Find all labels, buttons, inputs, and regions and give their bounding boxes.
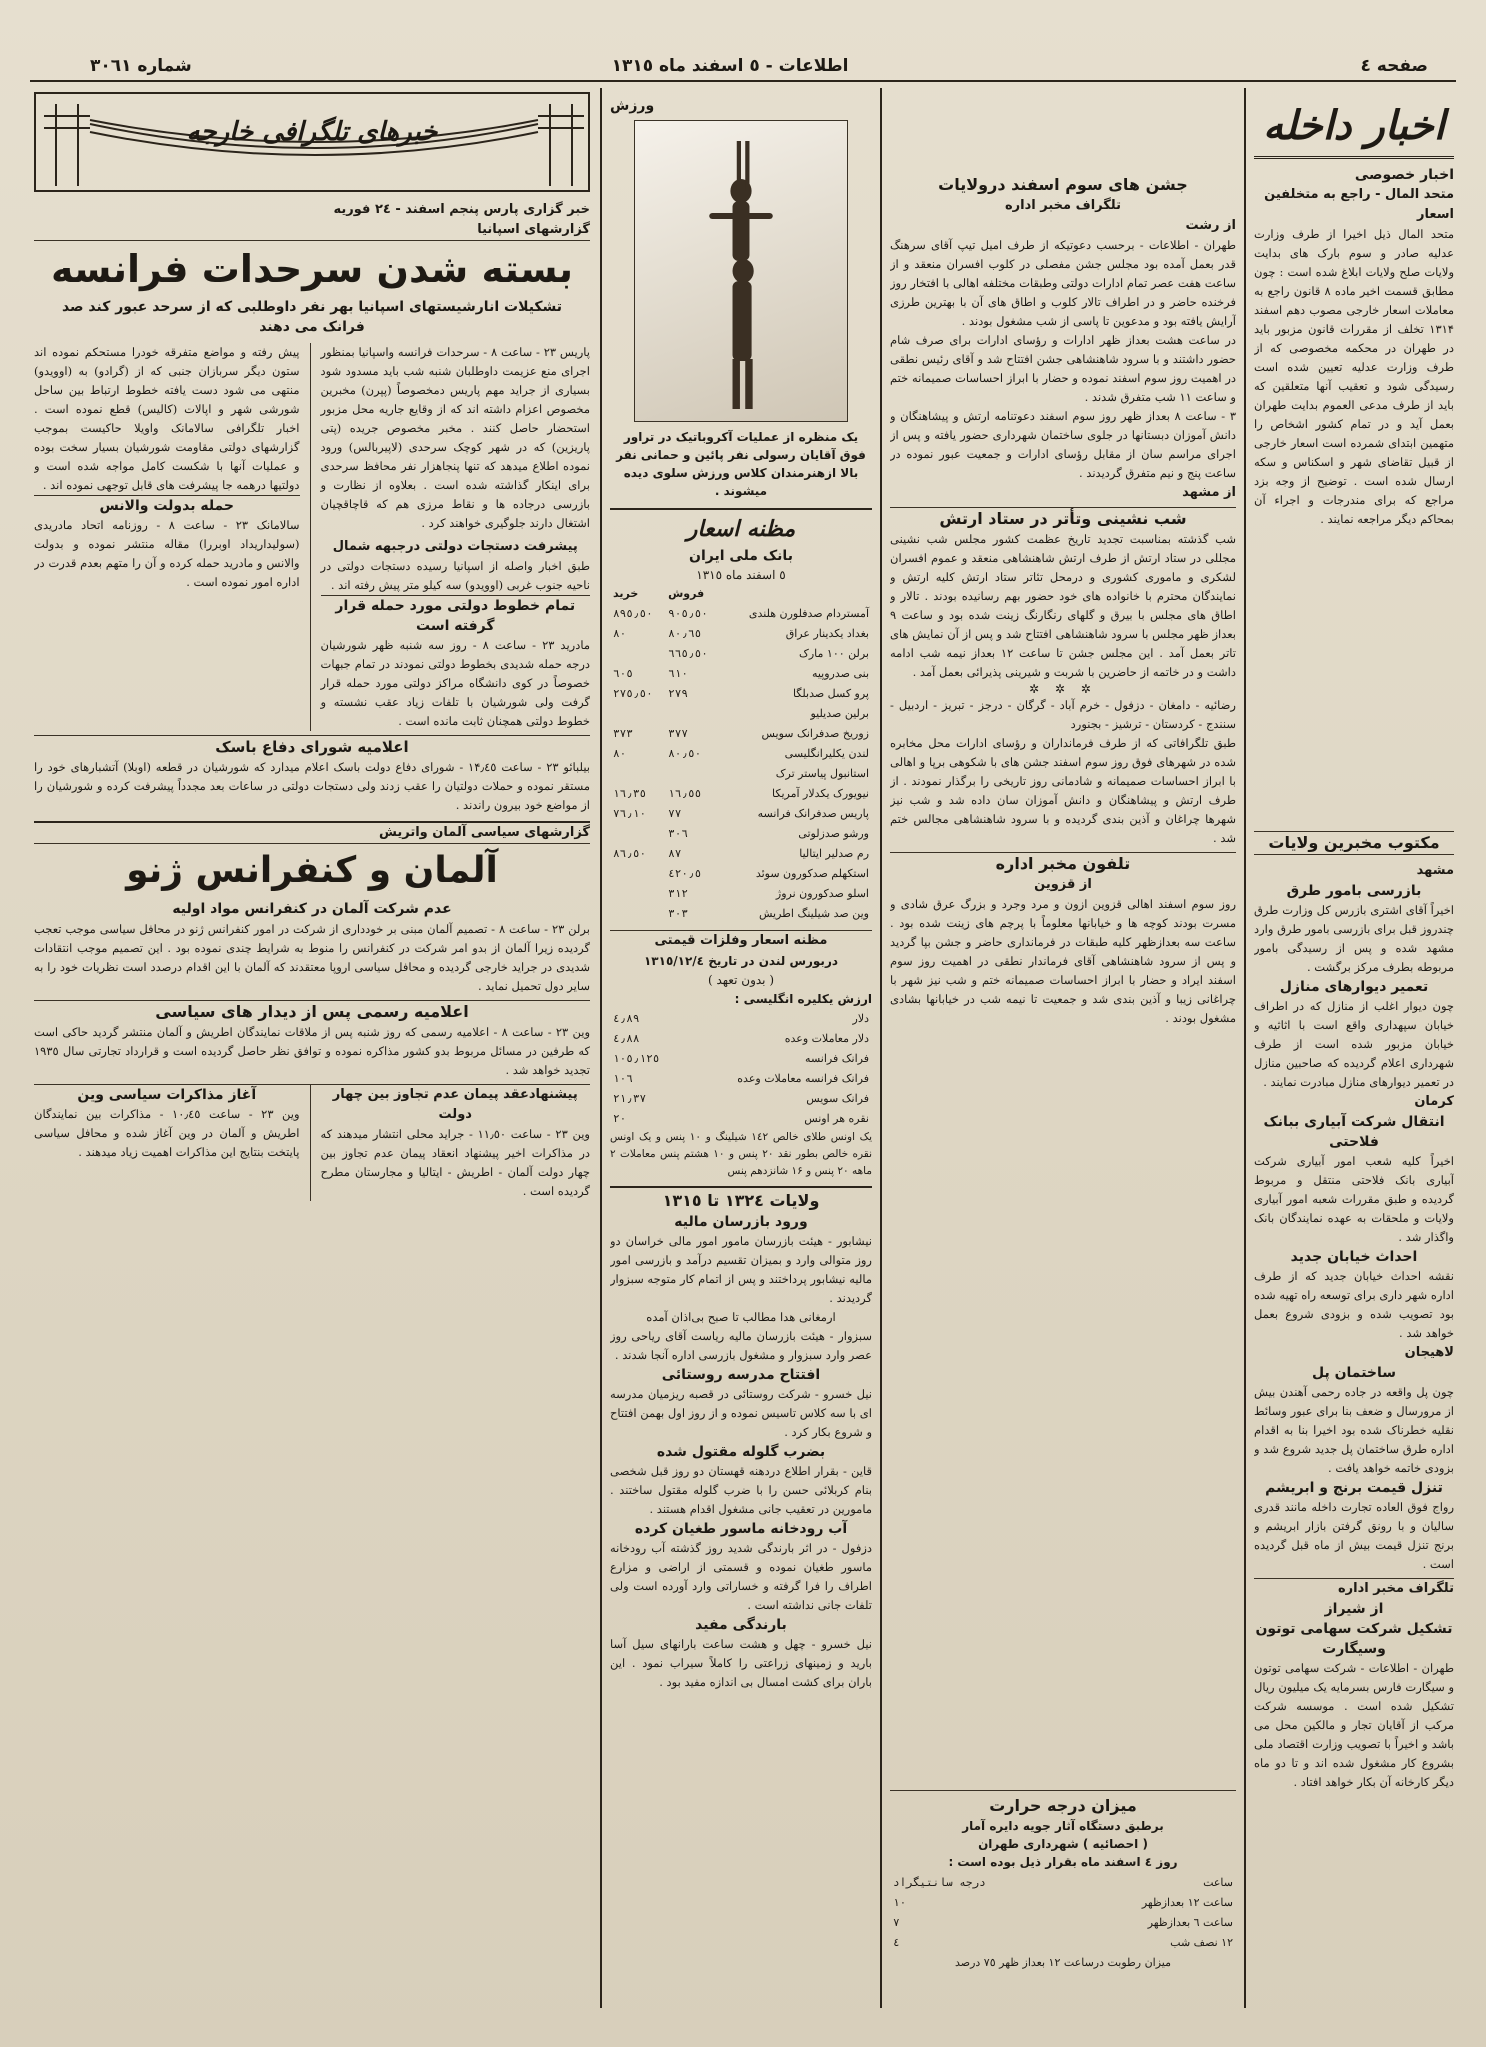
acrobat-figure-icon [635, 121, 847, 421]
rate-row [610, 664, 872, 684]
provinces-oath: ارمغانی هدا مطالب تا صبح بی‌اذان آمده [646, 1310, 836, 1324]
school-title: افتتاح مدرسه روستائی [661, 1367, 821, 1383]
rate-sell: ۸۰٫٦٥ [668, 627, 702, 640]
spain-col-right [321, 343, 590, 731]
geneva-title: آلمان و کنفرانس ژنو [126, 850, 498, 891]
rate-name: نیویورک یکدلار آمریکا [772, 787, 869, 800]
army-title: شب نشینی وتأتر در ستاد ارتش [890, 507, 1236, 530]
pound-name: دلار معاملات وعده [784, 1032, 869, 1045]
rate-sell [665, 704, 720, 724]
council-title: اعلامیه شورای دفاع باسک [34, 735, 590, 758]
photo-caption: یک منظره از عملیات آکروباتیک در تراور فوق آقایان رسولی نفر پائین و حمانی نفر بالا ازهنرمندان کلاس ورزش سلوی دیده میشوند . [616, 430, 866, 498]
rate-name: برلن ۱۰۰ مارک [799, 647, 869, 660]
weather-col-time: ساعت [1203, 1876, 1233, 1889]
jashn-body-1: طهران - اطلاعات - برحسب دعوتیکه از طرف امیل تیپ آقای سرهنگ قدر بعمل آمده بود مجلس جشن مفصلی در کلوب افسران منعقد و از ساعت هفت عصر تمام ادارات دولتی وطبقات مختلفه اهالی با افتخار روز فرخنده حاضر و در اطراف تالار کلوب و اطاق های آن با بهترین طرزی آرایش یافته بود و مدعوین تا پاسی از شب مشغول بودند . [890, 238, 1236, 328]
center-column [610, 96, 872, 1996]
rate-name: بنی صدروپیه [811, 667, 869, 680]
phone-title: تلفون مخبر اداره [890, 852, 1236, 875]
flood-title: آب رودخانه ماسور طغیان کرده [634, 1521, 848, 1537]
gold-text: یک اونس طلای خالص ۱٤۲ شیلینگ و ۱۰ پنس و یک اونس نقره خالص بطور نقد ۲۰ پنس و ۱۰ هشتم پنس معاملات ۲ ماهه ۲۰ پنس و ۱۶ شانزدهم پنس [610, 1131, 872, 1177]
pound-val: ۱۰٥٫۱۲٥ [613, 1052, 660, 1065]
jashn-mashhad: از مشهد [1182, 485, 1236, 500]
weather-title: میزان درجه حرارت [989, 1796, 1137, 1815]
pound-row [610, 1069, 872, 1089]
rates-box [610, 508, 872, 1180]
spain-col-b: پیش رفته و مواضع متفرقه خودرا مستحکم نموده اند ستون دیگر سربازان جنبی که از (گرادو) به (اوویدو) منتهی می شود دست یافته خطوط ارتباط بین ساحل شورشی شهر و اپالات (کالیس) قطع نموده است . اخبار تلگرافی سالامانک واویلا حاکیست بموجب گزارشهای دولتی مقاومت شورشیان بسیار سخت بوده و عملیات آنها با شکست کامل مواجه شده است و دولتیها درهمه جا پیشرفت های قابل توجهی نموده اند . [34, 345, 300, 492]
pound-title: ارزش یکلیره انگلیسی : [734, 992, 872, 1006]
rain-title: بارندگی مفید [695, 1617, 787, 1633]
walls-title: تعمیر دیوارهای منازل [1279, 979, 1429, 995]
army-cities: رضائیه - دامغان - دزفول - خرم آباد - گرگان - درجز - تبریز - اردبیل - سنندج - کردستان - ترشیز - بجنورد [890, 698, 1236, 731]
pound-row [610, 1029, 872, 1049]
spain-main-title: بسته شدن سرحدات فرانسه [50, 247, 574, 291]
foreign-section [34, 200, 590, 2000]
rate-row [610, 844, 872, 864]
metals-sub: دربورس لندن در تاریخ ۱۳۱٥/۱۲/٤ [643, 954, 839, 968]
proposal-body: وین ۲۳ - ساعت ۱۱٫٥۰ - جراید محلی انتشار میدهند که در مذاکرات اخیر پیشنهاد انعقاد پیمان عدم تجاوز بین چهار دولت آلمان - اطریش - ایتالیا و مجارستان مطرح گردیده است . [320, 1127, 590, 1198]
rate-row [610, 724, 872, 744]
weather-sub-3: روز ٤ اسفند ماه بقرار ذیل بوده است : [948, 1855, 1178, 1869]
jashn-body-2: در ساعت هشت بعداز ظهر ادارات و رؤسای ادارات برای صرف شام حضور داشتند و با سرود شاهنشاهی جشن افتتاح شد و آقای رئیس نطقی در اهمیت روز سوم اسفند نموده و حضار با ابراز احساسات صمیمانه ختم و ساعت ۱۱ شب متفرق شدند . [890, 333, 1236, 404]
rate-buy: ۱٦٫۳٥ [613, 787, 647, 800]
rate-sell: ٦٦٥٫٥۰ [668, 647, 708, 660]
statement-body: وین ۲۳ - ساعت ۸ - اعلامیه رسمی که روز شنبه پس از ملاقات نمایندگان اطریش و آلمان منتشر گردید حاکی است که طرفین در مسائل مربوط بدو کشور مذاکره نموده و توافق نظر حاصل گردیده است و قرارداد تجارتی سال ۱۹۳٥ تجدید خواهد شد . [34, 1025, 590, 1077]
rate-name: رم صدلیر ایتالیا [799, 847, 869, 860]
jashn-title: جشن های سوم اسفند درولایات [938, 175, 1188, 194]
private-news-body: متحد المال ذیل اخیرا از طرف وزارت عدلیه صادر و سوم بارک های بدایت ولایات صلح ولایات ابلاغ شده است : چون مطابق قسمت اخیر ماده ۸ قانون راجع به معاملات اسعار خارجی مصوب دهم اسفند ۱۳۱۴ تخلف از مقررات قانون مزبور باید در طهران در محکمه مخصوصی که از طرف وزارت عدلیه تعیین شده است رسیدگی شود و تعقیب آنها متعلقین که باید از طرف مدعی العموم بدایت طهران بعمل آید و در تمام کشور اشخاص را متهمین ابتدای شمرده است اسعار خارجی از قبیل تقاضای شهر و اسکناس و سکه ارسال شده است . توضیح از وجه بزد مراجع که برای مندرجات و اجراء آن بمحاکم دیگر مراجعه نمایند . [1254, 227, 1454, 526]
flood-body: دزفول - در اثر بارندگی شدید روز گذشته آب رودخانه ماسور طغیان نموده و قسمتی از اراضی و مزارع اطراف را فرا گرفته و خساراتی وارد آورده است ولی تلفات جانی نداشته است . [610, 1541, 872, 1612]
mid-column [890, 96, 1236, 1996]
jashn-rasht: از رشت [1185, 218, 1236, 233]
weather-box [890, 1790, 1236, 1990]
rate-sell: ۳۱۲ [668, 887, 688, 900]
mashhad-title: بازرسی بامور طرق [1286, 883, 1422, 899]
weather-col-temp: درجه سانتیگراد [893, 1876, 986, 1889]
domestic-logo: اخبار داخله [1254, 96, 1454, 159]
rate-row [610, 704, 872, 724]
rate-buy [610, 884, 665, 904]
rate-name: اسلو صدکورون نروژ [775, 887, 869, 900]
army-body: شب گذشته بمناسبت تجدید تاریخ عظمت کشور مجلس شب نشینی مجللی در ستاد ارتش از طرف ارتش شاهنشاهی منعقد و عموم افسران لشکری و ماموری کشوری و درمحل تئاتر ستاد ارتش کلیه ارتش و نمایندگان محترم با خانواده های خود حضور بهم رسانیده بودند . تالار و اطاق های مجلس با بیرق و گلهای رنگارنگ زینت شده بود و ساعت ۹ بعداز ظهر مجلس با سرود شاهنشاهی افتتاح شد و پس از آن نمایش های تاتر بعمل آمد . این مجلس جشن تا ساعت ۱۲ بعداز نیمه شب ادامه داشت و در خاتمه از حاضرین با شربت و شیرینی پذیرائی بعمل آمد . [890, 532, 1236, 679]
rate-name: استانبول پیاستر ترک [775, 767, 869, 780]
rate-buy [610, 824, 665, 844]
weather-row: ۱۲ نصف شب ٤ [893, 1936, 1233, 1949]
rate-name: پرو کسل صدبلگا [792, 687, 869, 700]
rate-name: لندن یکلیرانگلیسی [784, 747, 869, 760]
rate-name: ورشو صدزلوتی [798, 827, 869, 840]
proposal-col [321, 1085, 590, 1201]
pound-val: ۲۰ [613, 1112, 627, 1125]
rate-name: برلین صدیلیو [810, 707, 869, 720]
rate-sell [665, 764, 720, 784]
talks-body: وین ۲۳ - ساعت ۱۰٫٤٥ - مذاکرات بین نمایندگان اطریش و آلمان در وین آغاز شده و محافل سیاسی پایتخت بنتایج این مذاکرات اهمیت زیاد میدهند . [34, 1107, 300, 1159]
rate-name: آمستردام صدفلورن هلندی [748, 607, 869, 620]
sports-label: ورزش [610, 98, 655, 114]
sabzevar-body: سبزوار - هیئت بازرسان مالیه ریاست آقای ریاحی روز عصر وارد سبزوار و مشغول بازرسی اداره آنجا شدند . [610, 1329, 872, 1362]
rate-row [610, 604, 872, 624]
rate-sell: ۸۰٫٥۰ [668, 747, 702, 760]
pound-name: فرانک سویس [806, 1092, 869, 1105]
pound-row [610, 1049, 872, 1069]
rate-buy: ۳۷۳ [613, 727, 633, 740]
rate-sell: ۳۰٦ [668, 827, 688, 840]
rate-buy [610, 904, 665, 924]
telegraph-label: تلگراف مخبر اداره [1254, 1578, 1454, 1599]
rate-row [610, 824, 872, 844]
foreign-banner-box [34, 92, 590, 192]
rate-name: پاریس صدفرانک فرانسه [757, 807, 869, 820]
rate-row [610, 864, 872, 884]
pound-val: ٤٫۸۸ [613, 1032, 640, 1045]
progress-body: طبق اخبار واصله از اسپانیا رسیده دستجات دولتی در ناحیه جنوب غربی (اوویدو) سه کیلو متر پیش رفته اند . [320, 559, 590, 592]
rate-row [610, 684, 872, 704]
rate-buy: ۲۷٥٫٥۰ [613, 687, 653, 700]
rice-price-title: تنزل قیمت برنج و ابریشم [1265, 1480, 1443, 1496]
rates-col-buy: خرید [613, 587, 639, 600]
alliance-title: حمله بدولت والانس [34, 495, 300, 516]
talks-title: آغاز مذاکرات سیاسی وین [77, 1087, 257, 1103]
spain-label: گزارشهای اسپانیا [34, 220, 590, 241]
pound-val: ۱۰٦ [613, 1072, 633, 1085]
statement-title: اعلامیه رسمی پس از دیدار های سیاسی [34, 1000, 590, 1023]
weather-sub-2: ( احصائیه ) شهرداری طهران [978, 1837, 1148, 1851]
rate-sell: ۱٦٫٥٥ [668, 787, 702, 800]
rate-buy [610, 704, 665, 724]
rate-buy: ۸٦٫٥۰ [613, 847, 647, 860]
rate-buy [610, 764, 665, 784]
weather-row: ساعت ۱۲ بعدازظهر ۱۰ [893, 1896, 1233, 1909]
weather-footer: میزان رطوبت درساعت ۱۲ بعداز ظهر ۷٥ درصد [954, 1956, 1172, 1969]
issue-number: شماره ٣٠٦١ [90, 56, 192, 76]
lahijan-body: چون پل واقعه در جاده رحمی آهندن بیش از مرورسال و ضعف بنا برای عبور وسائط نقلیه خطرناک شده بود اخیرا بنا به اقدام اداره طرق ساختمان پل جدید شروع شد و بزودی خاتمه خواهد یافت . [1254, 1385, 1454, 1475]
rate-buy: ۸۹٥٫٥۰ [613, 607, 653, 620]
rate-sell: ۸۷ [668, 847, 682, 860]
kerman-title: انتقال شرکت آبیاری ببانک فلاحتی [1263, 1114, 1445, 1150]
school-body: نیل خسرو - شرکت روستائی در قصبه ریزمیان مدرسه ای با سه کلاس تاسیس نموده و از روز اول بهمن افتتاح و شروع بکار کرد . [610, 1387, 872, 1439]
rate-sell: ۲۷۹ [668, 687, 688, 700]
rate-sell: ۳۷۷ [668, 727, 688, 740]
foreign-dispatch: خبر گزاری پارس پنجم اسفند - ۲٤ فوریه [333, 202, 590, 217]
letters-heading: مکتوب مخبرین ولایات [1254, 831, 1454, 855]
weather-table [890, 1873, 1236, 1953]
paper-date: اطلاعات - ٥ اسفند ماه ١٣١٥ [611, 56, 849, 76]
all-lines-body: مادرید ۲۳ - ساعت ۸ - روز سه شنبه ظهر شورشیان درجه حمله شدیدی بخطوط دولتی نمودند در تمام جبهات خصوصاً در کوی دانشگاه مراکز دولتی مورد حمله قرار گرفت ولی شورشیان با تلفات زیاد عقب نشسته و خطوط دولتی همچنان ثابت مانده است . [320, 638, 590, 728]
rate-sell: ٤۲۰٫٥ [668, 867, 702, 880]
rate-row [610, 784, 872, 804]
spain-main-subtitle: تشکیلات انارشیستهای اسپانیا بهر نفر داوطلبی که از سرحد عبور کند صد فرانک می دهند [61, 299, 563, 335]
rate-buy: ٦۰٥ [613, 667, 633, 680]
spain-col-left [34, 343, 300, 731]
private-news-title: متحد المال - راجع به متخلفین اسعار [1264, 187, 1454, 222]
pound-name: دلار [852, 1012, 869, 1025]
pound-val: ۲۱٫۳۷ [613, 1092, 647, 1105]
jashn-subtitle: تلگراف مخبر اداره [1005, 198, 1121, 213]
rates-date: ٥ اسفند ماه ۱۳۱٥ [696, 568, 786, 582]
rate-buy [610, 644, 665, 664]
shot-body: قاین - بقرار اطلاع دردهنه قهستان دو روز قبل شخصی بنام کربلائی حسن را با ضرب گلوله مقتول ساختند . مامورین در تعقیب جانی مشغول اقدام هستند . [610, 1464, 872, 1516]
metals-sub-2: ( بدون تعهد ) [707, 973, 774, 987]
bottom-columns [34, 1084, 590, 1201]
shot-title: بضرب گلوله مقتول شده [656, 1444, 826, 1460]
pound-row [610, 1109, 872, 1129]
provinces-box [610, 1186, 872, 1692]
jashn-body-3: ۳ - ساعت ۸ بعداز ظهر روز سوم اسفند دعوتنامه ارتش و پیشاهنگان و دانش آموزان دبستانها در جلوی ساختمان شهرداری حضور یافته و پس از اجرای مراسم سان از مقابل رؤسای ادارات و جمعیت عبور نموده در ساعت پنج و نیم متفرق گردیدند . [890, 409, 1236, 480]
header-rule [30, 80, 1456, 82]
rate-buy [610, 864, 665, 884]
metals-title: مظنه اسعار وفلزات قیمتی [610, 930, 872, 951]
telegraph-title: تشکیل شرکت سهامی توتون وسیگارت [1255, 1621, 1453, 1657]
rate-buy: ۸۰ [613, 627, 627, 640]
column-rule-2 [880, 88, 882, 2008]
rate-sell: ۳۰۳ [668, 907, 688, 920]
progress-title: پیشرفت دستجات دولتی درجبهه شمال [332, 539, 578, 554]
rates-bank: بانک ملی ایران [689, 548, 793, 564]
alliance-body: سالامانک ۲۳ - ساعت ۸ - روزنامه اتحاد مادریدی (سولیداریداد اوبررا) مقاله منتشر نموده و بدولت والانس و مادرید حمله کرده و آن را متهم بعدم قدرت در اداره امور نموده است . [34, 518, 300, 589]
rate-buy: ۷٦٫۱۰ [613, 807, 647, 820]
army-body-2: طبق تلگرافاتی که از طرف فرمانداران و رؤسای ادارات محل مخابره شده در شهرهای فوق روز سوم اسفند جشن های با شکوهی برپا و اهالی با ابراز احساسات صمیمانه و شادمانی روز تاریخی را برگذار نمودند . از طرف ارتش و پیشاهنگان و دانش آموزان سان داده شد و شب نیز شهرها چراغان و آذین بندی گردیده و با سرود شاهنشاهی مجالس ختم شد . [890, 736, 1236, 845]
rates-col-sell: فروش [668, 587, 705, 600]
acrobat-photo [634, 120, 848, 422]
rate-name: وین صد شیلینگ اطریش [759, 907, 869, 920]
talks-col [34, 1085, 300, 1201]
rates-table [610, 584, 872, 924]
council-body: بیلبائو ۲۳ - ساعت ۱۴٫٤٥ - شورای دفاع دولت باسک اعلام میدارد که شورشیان در قطعه (اوبلا) آتشبارهای خود را مستقر نموده و حملات دولتیان را عقب زدند ولی دستجات دولتی در ساعات بعد مجدداً پیشرفت کرده و شورشیان را از مواضع خود بیرون راندند . [34, 760, 590, 812]
weather-row: ساعت ٦ بعدازظهر ٧ [893, 1916, 1233, 1929]
rate-name: زوریخ صدفرانک سویس [761, 727, 869, 740]
rate-row [610, 804, 872, 824]
mashhad-body: اخیراً آقای اشتری بازرس کل وزارت طرق چندروز قبل برای بازرسی بامور طرق وارد مشهد شده و پس از رسیدگی بامور مربوطه بطرف مرکز برگشت . [1254, 903, 1454, 974]
proposal-title: پیشنهادعقد پیمان عدم تجاوز بین چهار دولت [332, 1087, 578, 1122]
phone-city: از قزوین [1034, 877, 1092, 892]
rate-row [610, 904, 872, 924]
finance-body: نیشابور - هیئت بازرسان مامور امور مالی خراسان دو روز متوالی وارد و بمیزان تقسیم درآمد و بازرسی امور مالیه نیشابور پرداختند و پس از اتمام کار متوجه سبزوار گردیدند . [610, 1234, 872, 1305]
kerman-body: اخیراً کلیه شعب امور آبیاری شرکت آبیاری بانک فلاحتی منتقل و مربوط گردیده و طبق مقررات شعبه امور آبیاری ولایات و ملحقات به عهده نمایندگان بانک واگذار شد . [1254, 1154, 1454, 1244]
geneva-subtitle: عدم شرکت آلمان در کنفرانس مواد اولیه [172, 901, 452, 917]
pound-val: ٤٫۸۹ [613, 1012, 640, 1025]
page-number: صفحه ٤ [1360, 56, 1428, 76]
rice-price-body: رواج فوق العاده تجارت داخله مانند قدری سالیان و با رونق گرفتن بازار ابریشم و برنج تنزل قیمت بیش از ماه قبل گردیده است . [1254, 1500, 1454, 1571]
all-lines-title: تمام خطوط دولتی مورد حمله قرار گرفته است [321, 595, 590, 636]
rate-row [610, 644, 872, 664]
rate-sell: ۷۷ [668, 807, 682, 820]
rate-row [610, 624, 872, 644]
provinces-title: ولایات ١٣٢٤ تا ١٣١٥ [662, 1191, 820, 1210]
telegraph-city: از شیراز [1324, 1601, 1384, 1617]
rate-row [610, 884, 872, 904]
political-label: گزارشهای سیاسی آلمان واتریش [34, 821, 590, 844]
new-street-title: احداث خیابان جدید [1290, 1249, 1418, 1265]
kerman-city: کرمان [1414, 1094, 1454, 1109]
spain-columns [34, 343, 590, 731]
new-street-body: نقشه احداث خیابان جدید که از طرف اداره شهر داری برای توسعه راه تهیه شده بود تصویب شده و بزودی شروع بعمل خواهد شد . [1254, 1269, 1454, 1340]
finance-title: ورود بازرسان مالیه [674, 1214, 808, 1230]
column-rule-1 [1244, 88, 1246, 2008]
domestic-column [1254, 96, 1454, 1996]
private-news-label: اخبار خصوصی [1354, 167, 1454, 183]
rate-name: استکهلم صدکورون سوئد [755, 867, 869, 880]
lahijan-city: لاهیجان [1404, 1345, 1454, 1360]
pound-name: فرانک فرانسه معاملات وعده [737, 1072, 869, 1085]
rain-body: نیل خسرو - چهل و هشت ساعت بارانهای سیل آسا بارید و زمینهای زراعتی را کاملاً سیراب نمود . این باران برای کشت امسال بی اندازه مفید بود . [610, 1637, 872, 1689]
rate-name: بغداد یکدینار عراق [785, 627, 869, 640]
rate-sell: ۹۰٥٫٥۰ [668, 607, 708, 620]
rate-sell: ٦۱۰ [668, 667, 688, 680]
rates-logo: مظنه اسعار [686, 517, 796, 542]
column-rule-3 [600, 88, 602, 2008]
phone-body: روز سوم اسفند اهالی قزوین ازون و مرد وجرد و بزرگ عرق شادی و مسرت بودند کوچه ها و خیابانها معلوماً با پرچم های زینت شده بود . ساعت سه بعدازظهر کلیه طبقات در فرمانداری حاضر و جشن بپا گردید و پس از سرود شاهنشاهی آقای فرماندار نطقی در اهمیت روز سوم اسفند ایراد و حضار با ابراز احساسات صمیمانه ختم و شب نیز شهر با چراغانی زیبا و آذین بندی شد و جمعیت تا نیمه شب در خیابانها بشادی مشغول بودند . [890, 897, 1236, 1025]
rate-row [610, 764, 872, 784]
geneva-body: برلن ۲۳ - ساعت ۸ - تصمیم آلمان مبنی بر خودداری از شرکت در امور کنفرانس ژنو در محافل سیاسی موجب تعجب گردیده زیرا آلمان از بدو امر شرکت در کنفرانس را منوط به شرایط چندی نموده بود . این تصمیم موجب انتقادات شدیدی در جراید خارجی گردیده و محافل سیاسی اروپا معتقدند که آلمان با این اقدام درصدد است نظریات خود را به سایر دول تحمیل نماید . [34, 922, 590, 993]
pound-row [610, 1089, 872, 1109]
army-stars: ✲ ✲ ✲ [1029, 682, 1097, 696]
spain-col-a: پاریس ۲۳ - ساعت ۸ - سرحدات فرانسه واسپانیا بمنظور اجرای منع عزیمت داوطلبان شنبه شب باید مسدود شود بسیاری از جراید مهم پاریس دمخصوصاً (پپرن) مخبرین مخصوص اعزام داشته اند که از وقایع جاریه محل مزبور استحضار حاصل کنند . مخبر مخصوص جریده (پتی پاریزین) که در شهر کوچک سرحدی (لاپیربالس) ورود نموده اطلاع میدهد که تنها پنجاهزار نفر محافظ سرحدی برای اینکار گذاشته شده است . بعلاوه از نظارت و بازرسی درجاده ها و نقاط مرزی هم که قاچاقچیان اشتغال دارند جلوگیری خواهند کرد . [320, 345, 590, 530]
lahijan-title: ساختمان پل [1311, 1365, 1397, 1381]
telegraph-body: طهران - اطلاعات - شرکت سهامی توتون و سیگارت فارس بسرمایه یک میلیون ریال تشکیل شده است . موسسه شرکت مرکب از آقایان تجار و مالکین محل می باشد و اخیراً با تصویب وزارت اقتصاد ملی بشروع کار مشغول شده اند و تا دو ماه دیگر کارخانه آن بکار خواهد افتاد . [1254, 1661, 1454, 1789]
mashhad-city: مشهد [1416, 863, 1454, 878]
walls-body: چون دیوار اغلب از منازل که در اطراف خیابان سپهداری واقع است با اثاثیه و خیابان مزبور شده است از طرف شهرداری اعلام گردیده که صاحبین منازل در تعمیر دیوارهای منازل مبادرت نمایند . [1254, 999, 1454, 1089]
pound-row [610, 1009, 872, 1029]
rate-row [610, 744, 872, 764]
pound-table [610, 1009, 872, 1129]
foreign-banner-title: خبرهای تلگرافی خارجه [186, 117, 438, 147]
weather-sub-1: برطبق دستگاه آثار جویه دایره آمار [962, 1819, 1164, 1833]
rate-buy: ۸۰ [613, 747, 627, 760]
pound-name: فرانک فرانسه [805, 1052, 869, 1065]
pound-name: نقره هر اونس [804, 1112, 869, 1125]
